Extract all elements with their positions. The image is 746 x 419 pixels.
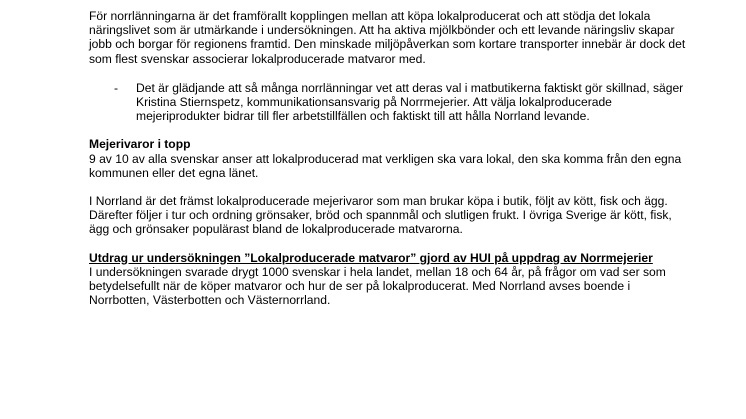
bullet-dash: -	[114, 80, 119, 95]
section-heading-utdrag: Utdrag ur undersökningen ”Lokalproducerade matvaror” gjord av HUI på uppdrag av Norrmejerier	[89, 250, 653, 265]
section-heading-mejerivaror: Mejerivaror i topp	[89, 137, 191, 152]
section1-paragraph-2: I Norrland är det främst lokalproducerade mejerivaror som man brukar köpa i butik, följt av kött, fisk och ägg. Därefter följer i tur och ordning grönsaker, bröd och spannmål och slutligen frukt. I övriga Sverige är kött, fisk, ägg och grönsaker populärast bland de lokalproducerade matvarorna.	[89, 194, 672, 237]
section2-paragraph: I undersökningen svarade drygt 1000 svenskar i hela landet, mellan 18 och 64 år, på frågor om vad ser som betydelsefullt när de köper matvaror och hur de ser på lokalproducerat. Med Norrland avses boende i Norrbotten, Västerbotten och Västernorrland.	[89, 264, 666, 308]
quote-paragraph: Det är glädjande att så många norrlänningar vet att deras val i matbutikerna faktiskt gör skillnad, säger Kristina Stiernspetz, kommunikationsansvarig på Norrmejerier. Att välja lokalproducerade mejeriprodukter bidrar till fler arbetstillfällen och faktiskt till att hålla Norrland levande.	[136, 80, 684, 124]
section1-paragraph: 9 av 10 av alla svenskar anser att lokalproducerad mat verkligen ska vara lokal, den ska komma från den egna kommunen eller det egna länet.	[89, 151, 682, 180]
document-page	[89, 9, 689, 307]
quote-bullet	[89, 81, 689, 124]
intro-paragraph: För norrlänningarna är det framförallt kopplingen mellan att köpa lokalproducerat och att stödja det lokala näringslivet som är utmärkande i undersökningen. Att ha aktiva mjölkbönder och ett levande näringsliv skapar jobb och borgar för regionens framtid. Den minskade miljöpåverkan som kortare transporter innebär är dock det som flest svenskar associerar lokalproducerade matvaror med.	[89, 9, 686, 66]
